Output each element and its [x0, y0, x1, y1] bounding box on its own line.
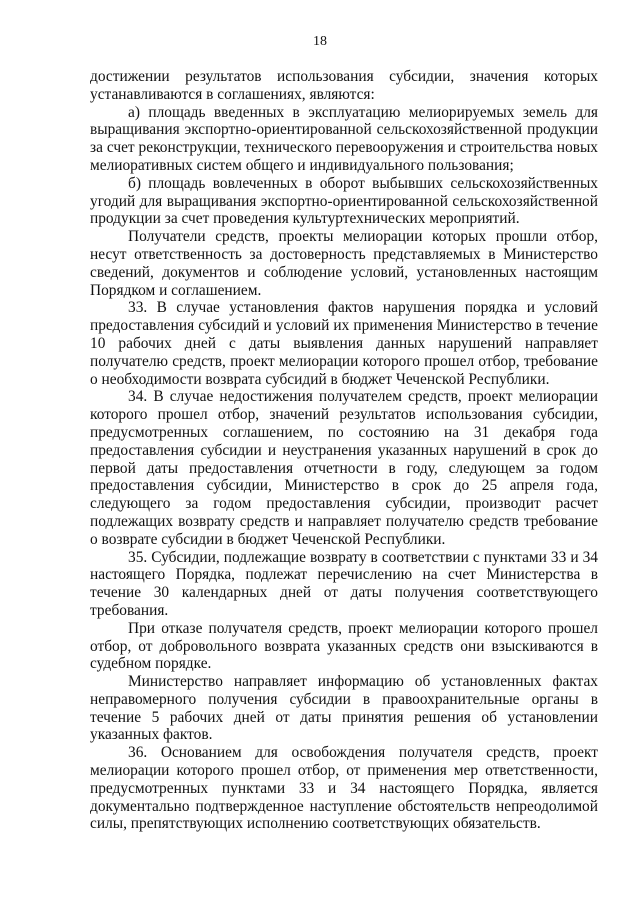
document-body: [90, 68, 598, 833]
paragraph-35: 35. Субсидии, подлежащие возврату в соответствии с пунктами 33 и 34 настоящего Порядка, подлежат перечислению на счет Министерства в течение 30 календарных дней от даты получения соответствующего требования.: [90, 548, 598, 619]
paragraph-33: 33. В случае установления фактов нарушения порядка и условий предоставления субсидий и условий их применения Министерство в течение 10 рабочих дней с даты выявления данных нарушений направляет получателю средств, проект мелиорации которого прошел отбор, требование о необходимости возврата субсидий в бюджет Чеченской Республики.: [90, 299, 598, 388]
paragraph-item-b: б) площадь вовлеченных в оборот выбывших сельскохозяйственных угодий для выращивания экспортно-ориентированной сельскохозяйственной продукции за счет проведения культуртехнических мероприятий.: [90, 174, 598, 228]
paragraph-continuation: достижении результатов использования субсидии, значения которых устанавливаются в соглашениях, являются:: [90, 68, 598, 103]
page-number: 18: [313, 34, 327, 49]
paragraph-refusal: При отказе получателя средств, проект мелиорации которого прошел отбор, от добровольного возврата указанных средств они взыскиваются в судебном порядке.: [90, 619, 598, 673]
paragraph-item-a: а) площадь введенных в эксплуатацию мелиорируемых земель для выращивания экспортно-ориентированной сельскохозяйственной продукции за счет реконструкции, технического перевооружения и строительства новых мелиоративных систем общего и индивидуального пользования;: [90, 103, 598, 174]
paragraph-ministry-info: Министерство направляет информацию об установленных фактах неправомерного получения субсидии в правоохранительные органы в течение 5 рабочих дней от даты принятия решения об установлении указанных фактов.: [90, 673, 598, 744]
paragraph-34: 34. В случае недостижения получателем средств, проект мелиорации которого прошел отбор, значений результатов использования субсидии, предусмотренных соглашением, по состоянию на 31 декабря года предоставления субсидии и неустранения указанных нарушений в срок до первой даты предоставления отчетности в году, следующем за годом предоставления субсидии, Министерство в срок до 25 апреля года, следующего за годом предоставления субсидии, производит расчет подлежащих возврату средств и направляет получателю средств требование о возврате субсидии в бюджет Чеченской Республики.: [90, 388, 598, 548]
paragraph-responsibility: Получатели средств, проекты мелиорации которых прошли отбор, несут ответственность за достоверность представляемых в Министерство сведений, документов и соблюдение условий, установленных настоящим Порядком и соглашением.: [90, 228, 598, 299]
paragraph-36: 36. Основанием для освобождения получателя средств, проект мелиорации которого прошел отбор, от применения мер ответственности, предусмотренных пунктами 33 и 34 настоящего Порядка, является документально подтвержденное наступление обстоятельств непреодолимой силы, препятствующих исполнению соответствующих обязательств.: [90, 744, 598, 833]
